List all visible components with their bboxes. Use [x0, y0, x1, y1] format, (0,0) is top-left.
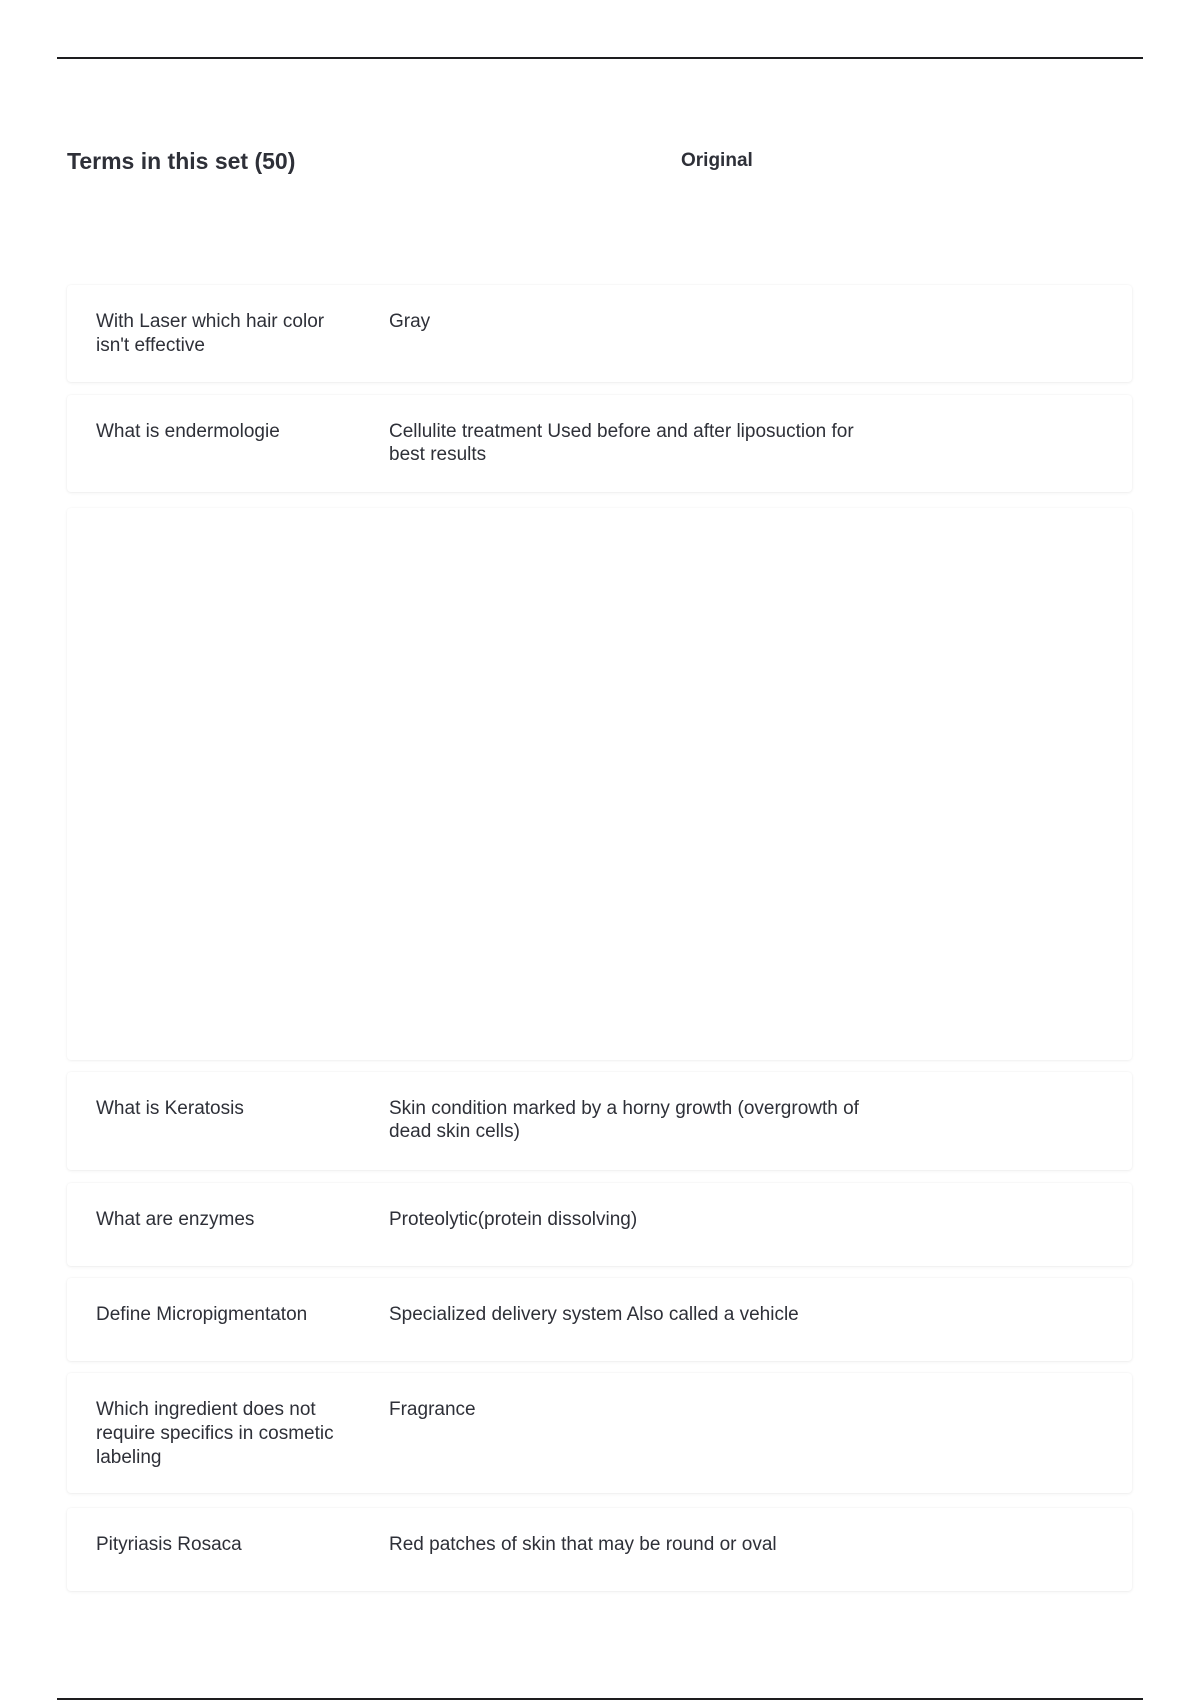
term-card[interactable]: [67, 1183, 1132, 1266]
term-card[interactable]: [67, 1072, 1132, 1170]
card-definition: Gray: [389, 311, 431, 332]
sort-order-label[interactable]: Original: [681, 150, 753, 171]
card-definition: Specialized delivery system Also called a vehicle: [389, 1304, 799, 1325]
card-term: What is Keratosis: [96, 1098, 244, 1119]
card-term: Pityriasis Rosaca: [96, 1534, 242, 1555]
card-definition: Red patches of skin that may be round or oval: [389, 1534, 777, 1555]
term-card[interactable]: [67, 1373, 1132, 1493]
card-term: What are enzymes: [96, 1209, 255, 1230]
card-definition: Skin condition marked by a horny growth (overgrowth of dead skin cells): [389, 1098, 859, 1142]
term-card[interactable]: [67, 395, 1132, 492]
card-definition: Fragrance: [389, 1399, 476, 1420]
card-term: What is endermologie: [96, 421, 280, 442]
card-definition: Proteolytic(protein dissolving): [389, 1209, 638, 1230]
terms-count-title: Terms in this set (50): [67, 148, 296, 174]
term-card[interactable]: [67, 1508, 1132, 1591]
card-term: Define Micropigmentaton: [96, 1304, 308, 1325]
card-definition: Cellulite treatment Used before and after liposuction for best results: [389, 421, 854, 465]
top-rule: [57, 57, 1143, 59]
term-card[interactable]: [67, 1278, 1132, 1361]
term-card[interactable]: [67, 285, 1132, 382]
term-card-image-placeholder[interactable]: [67, 508, 1132, 1060]
card-term: With Laser which hair color isn't effective: [96, 311, 325, 356]
card-term: Which ingredient does not require specifics in cosmetic labeling: [96, 1399, 334, 1468]
